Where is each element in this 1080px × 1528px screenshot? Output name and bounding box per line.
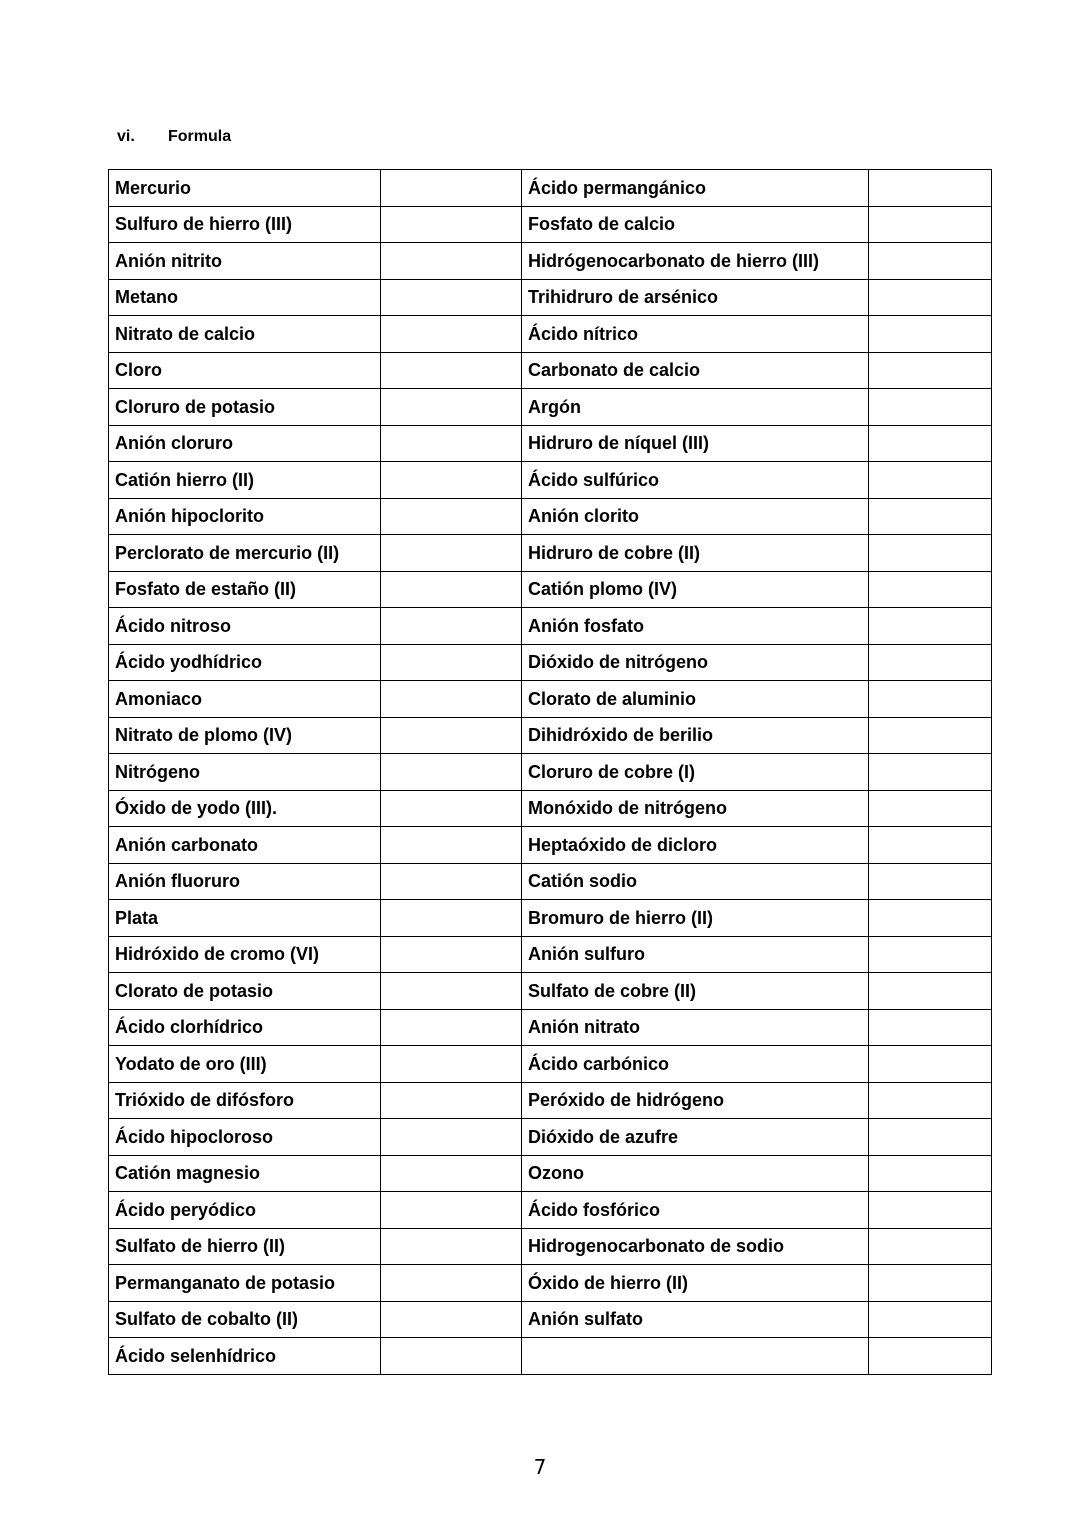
compound-name-cell: Argón: [522, 389, 869, 426]
formula-answer-cell[interactable]: [381, 827, 522, 864]
formula-answer-cell[interactable]: [381, 1228, 522, 1265]
compound-name-cell: Nitrógeno: [109, 754, 381, 791]
table-row: [109, 681, 992, 718]
compound-name-cell: Sulfato de cobalto (II): [109, 1301, 381, 1338]
table-row: [109, 973, 992, 1010]
formula-answer-cell[interactable]: [381, 1265, 522, 1302]
compound-name-cell: Trióxido de difósforo: [109, 1082, 381, 1119]
compound-name-cell: Fosfato de estaño (II): [109, 571, 381, 608]
section-heading: [117, 128, 231, 146]
compound-name-cell: [522, 1338, 869, 1375]
formula-answer-cell[interactable]: [381, 170, 522, 207]
formula-answer-cell[interactable]: [869, 316, 992, 353]
table-row: [109, 1009, 992, 1046]
compound-name-cell: Anión cloruro: [109, 425, 381, 462]
table-row: [109, 1338, 992, 1375]
table-row: [109, 644, 992, 681]
compound-name-cell: Hidruro de cobre (II): [522, 535, 869, 572]
compound-name-cell: Amoniaco: [109, 681, 381, 718]
compound-name-cell: Anión sulfuro: [522, 936, 869, 973]
compound-name-cell: Ácido nitroso: [109, 608, 381, 645]
table-row: [109, 863, 992, 900]
compound-name-cell: Cloro: [109, 352, 381, 389]
formula-answer-cell[interactable]: [869, 681, 992, 718]
compound-name-cell: Ácido clorhídrico: [109, 1009, 381, 1046]
formula-answer-cell[interactable]: [381, 462, 522, 499]
compound-name-cell: Sulfato de hierro (II): [109, 1228, 381, 1265]
formula-answer-cell[interactable]: [869, 973, 992, 1010]
compound-name-cell: Anión clorito: [522, 498, 869, 535]
formula-answer-cell[interactable]: [869, 1009, 992, 1046]
formula-answer-cell[interactable]: [381, 571, 522, 608]
formula-answer-cell[interactable]: [381, 1301, 522, 1338]
table-row: [109, 170, 992, 207]
formula-answer-cell[interactable]: [869, 571, 992, 608]
formula-answer-cell[interactable]: [381, 425, 522, 462]
formula-answer-cell[interactable]: [381, 1009, 522, 1046]
table-row: [109, 1192, 992, 1229]
compound-name-cell: Nitrato de plomo (IV): [109, 717, 381, 754]
compound-name-cell: Ácido selenhídrico: [109, 1338, 381, 1375]
compound-name-cell: Catión sodio: [522, 863, 869, 900]
formula-answer-cell[interactable]: [381, 973, 522, 1010]
formula-answer-cell[interactable]: [381, 681, 522, 718]
compound-name-cell: Mercurio: [109, 170, 381, 207]
table-row: [109, 1228, 992, 1265]
compound-name-cell: Anión nitrito: [109, 243, 381, 280]
compound-name-cell: Carbonato de calcio: [522, 352, 869, 389]
formula-answer-cell[interactable]: [869, 535, 992, 572]
table-row: [109, 1301, 992, 1338]
formula-answer-cell[interactable]: [869, 717, 992, 754]
formula-answer-cell[interactable]: [869, 170, 992, 207]
compound-name-cell: Ácido carbónico: [522, 1046, 869, 1083]
formula-answer-cell[interactable]: [381, 243, 522, 280]
compound-name-cell: Cloruro de potasio: [109, 389, 381, 426]
formula-answer-cell[interactable]: [381, 644, 522, 681]
table-row: [109, 425, 992, 462]
formula-answer-cell[interactable]: [381, 936, 522, 973]
compound-name-cell: Nitrato de calcio: [109, 316, 381, 353]
formula-answer-cell[interactable]: [381, 1192, 522, 1229]
table-row: [109, 279, 992, 316]
compound-name-cell: Hidrogenocarbonato de sodio: [522, 1228, 869, 1265]
compound-name-cell: Plata: [109, 900, 381, 937]
compound-name-cell: Óxido de hierro (II): [522, 1265, 869, 1302]
compound-name-cell: Catión plomo (IV): [522, 571, 869, 608]
table-row: [109, 936, 992, 973]
formula-answer-cell[interactable]: [869, 644, 992, 681]
compound-name-cell: Ácido peryódico: [109, 1192, 381, 1229]
formula-answer-cell[interactable]: [869, 1082, 992, 1119]
section-title: Formula: [168, 128, 232, 145]
formula-table-body: [109, 170, 992, 1375]
formula-answer-cell[interactable]: [381, 717, 522, 754]
formula-answer-cell[interactable]: [869, 827, 992, 864]
formula-answer-cell[interactable]: [869, 243, 992, 280]
compound-name-cell: Ácido hipocloroso: [109, 1119, 381, 1156]
formula-answer-cell[interactable]: [381, 1155, 522, 1192]
compound-name-cell: Dihidróxido de berilio: [522, 717, 869, 754]
formula-answer-cell[interactable]: [869, 936, 992, 973]
formula-answer-cell[interactable]: [381, 608, 522, 645]
table-row: [109, 462, 992, 499]
compound-name-cell: Catión hierro (II): [109, 462, 381, 499]
formula-answer-cell[interactable]: [381, 1119, 522, 1156]
table-row: [109, 1046, 992, 1083]
compound-name-cell: Ácido yodhídrico: [109, 644, 381, 681]
table-row: [109, 790, 992, 827]
formula-answer-cell[interactable]: [869, 1265, 992, 1302]
formula-table: [108, 169, 992, 1375]
table-row: [109, 389, 992, 426]
table-row: [109, 827, 992, 864]
table-row: [109, 498, 992, 535]
formula-answer-cell[interactable]: [869, 389, 992, 426]
compound-name-cell: Heptaóxido de dicloro: [522, 827, 869, 864]
compound-name-cell: Anión hipoclorito: [109, 498, 381, 535]
formula-answer-cell[interactable]: [869, 1301, 992, 1338]
compound-name-cell: Óxido de yodo (III).: [109, 790, 381, 827]
compound-name-cell: Trihidruro de arsénico: [522, 279, 869, 316]
compound-name-cell: Clorato de aluminio: [522, 681, 869, 718]
formula-answer-cell[interactable]: [381, 206, 522, 243]
formula-answer-cell[interactable]: [869, 425, 992, 462]
compound-name-cell: Fosfato de calcio: [522, 206, 869, 243]
formula-answer-cell[interactable]: [869, 1046, 992, 1083]
formula-answer-cell[interactable]: [869, 790, 992, 827]
compound-name-cell: Anión fosfato: [522, 608, 869, 645]
compound-name-cell: Clorato de potasio: [109, 973, 381, 1010]
table-row: [109, 206, 992, 243]
table-row: [109, 1119, 992, 1156]
table-row: [109, 243, 992, 280]
formula-answer-cell[interactable]: [381, 754, 522, 791]
formula-answer-cell[interactable]: [869, 863, 992, 900]
table-row: [109, 316, 992, 353]
table-row: [109, 1082, 992, 1119]
compound-name-cell: Hidrógenocarbonato de hierro (III): [522, 243, 869, 280]
formula-answer-cell[interactable]: [869, 1192, 992, 1229]
compound-name-cell: Anión sulfato: [522, 1301, 869, 1338]
table-row: [109, 1265, 992, 1302]
formula-answer-cell[interactable]: [869, 352, 992, 389]
compound-name-cell: Peróxido de hidrógeno: [522, 1082, 869, 1119]
compound-name-cell: Dióxido de azufre: [522, 1119, 869, 1156]
formula-answer-cell[interactable]: [869, 754, 992, 791]
formula-answer-cell[interactable]: [381, 863, 522, 900]
compound-name-cell: Permanganato de potasio: [109, 1265, 381, 1302]
formula-answer-cell[interactable]: [869, 1155, 992, 1192]
table-row: [109, 608, 992, 645]
table-row: [109, 352, 992, 389]
compound-name-cell: Sulfato de cobre (II): [522, 973, 869, 1010]
formula-answer-cell[interactable]: [381, 1338, 522, 1375]
compound-name-cell: Yodato de oro (III): [109, 1046, 381, 1083]
compound-name-cell: Ácido sulfúrico: [522, 462, 869, 499]
formula-answer-cell[interactable]: [381, 1082, 522, 1119]
compound-name-cell: Sulfuro de hierro (III): [109, 206, 381, 243]
formula-answer-cell[interactable]: [869, 608, 992, 645]
formula-answer-cell[interactable]: [381, 900, 522, 937]
compound-name-cell: Hidruro de níquel (III): [522, 425, 869, 462]
formula-answer-cell[interactable]: [869, 462, 992, 499]
compound-name-cell: Anión nitrato: [522, 1009, 869, 1046]
table-row: [109, 900, 992, 937]
compound-name-cell: Catión magnesio: [109, 1155, 381, 1192]
formula-answer-cell[interactable]: [381, 790, 522, 827]
table-row: [109, 571, 992, 608]
compound-name-cell: Ácido nítrico: [522, 316, 869, 353]
compound-name-cell: Monóxido de nitrógeno: [522, 790, 869, 827]
compound-name-cell: Bromuro de hierro (II): [522, 900, 869, 937]
compound-name-cell: Dióxido de nitrógeno: [522, 644, 869, 681]
formula-answer-cell[interactable]: [869, 498, 992, 535]
compound-name-cell: Anión fluoruro: [109, 863, 381, 900]
section-number: vi.: [117, 128, 135, 145]
compound-name-cell: Metano: [109, 279, 381, 316]
formula-answer-cell[interactable]: [381, 1046, 522, 1083]
formula-answer-cell[interactable]: [869, 900, 992, 937]
page-number: 7: [533, 1455, 547, 1479]
compound-name-cell: Hidróxido de cromo (VI): [109, 936, 381, 973]
formula-answer-cell[interactable]: [869, 1228, 992, 1265]
formula-answer-cell[interactable]: [381, 389, 522, 426]
formula-answer-cell[interactable]: [869, 279, 992, 316]
formula-answer-cell[interactable]: [869, 1338, 992, 1375]
formula-answer-cell[interactable]: [381, 279, 522, 316]
formula-answer-cell[interactable]: [381, 498, 522, 535]
compound-name-cell: Ácido fosfórico: [522, 1192, 869, 1229]
table-row: [109, 1155, 992, 1192]
compound-name-cell: Perclorato de mercurio (II): [109, 535, 381, 572]
compound-name-cell: Anión carbonato: [109, 827, 381, 864]
formula-answer-cell[interactable]: [869, 1119, 992, 1156]
formula-answer-cell[interactable]: [381, 352, 522, 389]
formula-answer-cell[interactable]: [381, 316, 522, 353]
compound-name-cell: Ácido permangánico: [522, 170, 869, 207]
formula-answer-cell[interactable]: [381, 535, 522, 572]
table-row: [109, 535, 992, 572]
formula-answer-cell[interactable]: [869, 206, 992, 243]
table-row: [109, 754, 992, 791]
compound-name-cell: Ozono: [522, 1155, 869, 1192]
table-row: [109, 717, 992, 754]
compound-name-cell: Cloruro de cobre (I): [522, 754, 869, 791]
